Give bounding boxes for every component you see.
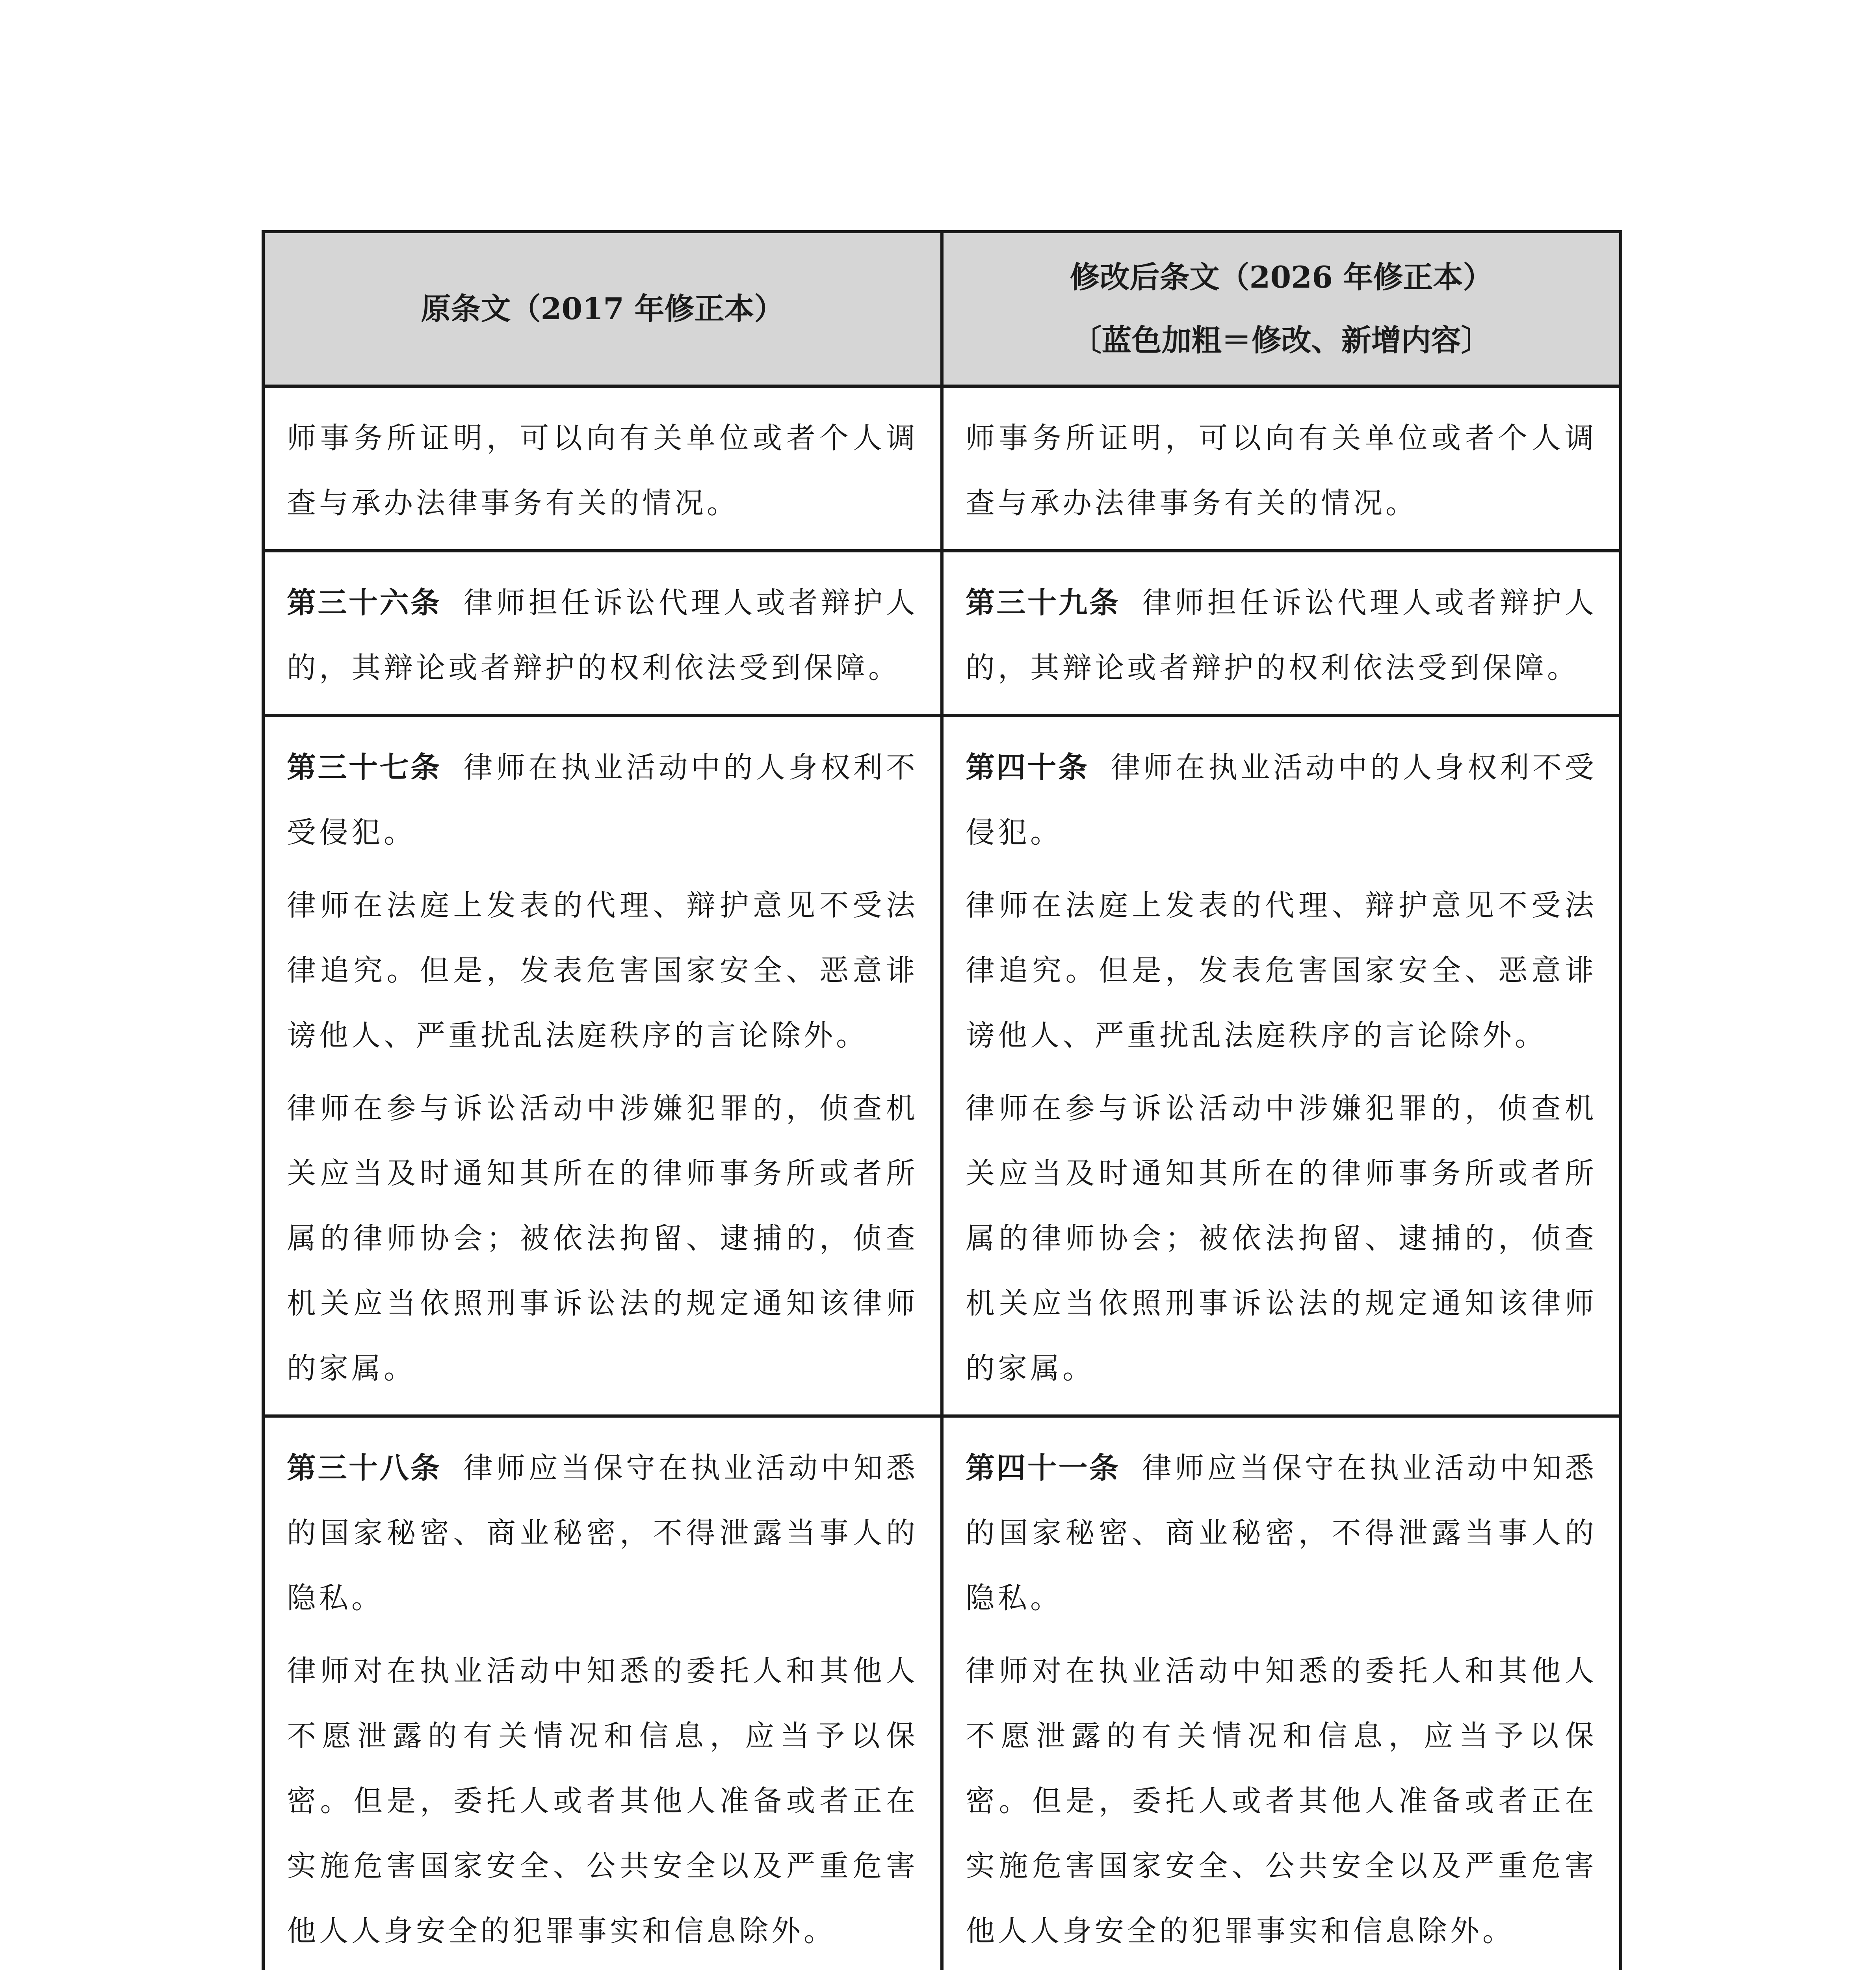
article-text: 律师应当保守在执业活动中知悉的国家秘密、商业秘密，不得泄露当事人的隐私。 [966,1451,1597,1615]
article-text: 律师在法庭上发表的代理、辩护意见不受法律追究。但是，发表危害国家安全、恶意诽谤他人、严重扰乱法庭秩序的言论除外。 [966,888,1597,1052]
article-number: 第三十六条 [287,586,442,620]
table-row [263,386,1621,551]
original-article-cell [263,716,942,1416]
header-revised-text [942,232,1621,386]
header-original-title: 原条文（2017 年修正本） [421,291,784,326]
article-number: 第四十一条 [966,1451,1120,1485]
article-text: 律师在参与诉讼活动中涉嫌犯罪的，侦查机关应当及时通知其所在的律师事务所或者所属的律师协会；被依法拘留、逮捕的，侦查机关应当依照刑事诉讼法的规定通知该律师的家属。 [287,1091,918,1385]
comparison-table [262,230,1622,1970]
revised-article-cell [942,716,1621,1416]
article-paragraph [287,1076,918,1401]
article-text: 律师担任诉讼代理人或者辩护人的，其辩论或者辩护的权利依法受到保障。 [966,586,1597,685]
article-paragraph [966,406,1597,536]
article-paragraph [966,1076,1597,1401]
article-paragraph [966,735,1597,865]
article-text: 律师对在执业活动中知悉的委托人和其他人不愿泄露的有关情况和信息，应当予以保密。但是，委托人或者其他人准备或者正在实施危害国家安全、公共安全以及严重危害他人人身安全的犯罪事实和信息除外。 [966,1654,1597,1948]
original-article-cell [263,551,942,716]
original-article-cell [263,1416,942,1970]
article-number: 第四十条 [966,751,1089,784]
article-text: 律师在参与诉讼活动中涉嫌犯罪的，侦查机关应当及时通知其所在的律师事务所或者所属的律师协会；被依法拘留、逮捕的，侦查机关应当依照刑事诉讼法的规定通知该律师的家属。 [966,1091,1597,1385]
article-text: 律师在执业活动中的人身权利不受侵犯。 [966,751,1597,849]
header-revised-legend: 〔蓝色加粗＝修改、新增内容〕 [1072,323,1491,358]
revised-article-cell [942,551,1621,716]
table-body [263,386,1621,1970]
table-row [263,551,1621,716]
article-number: 第三十八条 [287,1451,442,1485]
article-paragraph [287,571,918,701]
header-original-text [263,232,942,386]
article-text: 律师在法庭上发表的代理、辩护意见不受法律追究。但是，发表危害国家安全、恶意诽谤他人、严重扰乱法庭秩序的言论除外。 [287,888,918,1052]
article-paragraph [966,1436,1597,1631]
table-row [263,716,1621,1416]
article-text: 律师应当保守在执业活动中知悉的国家秘密、商业秘密，不得泄露当事人的隐私。 [287,1451,918,1615]
article-text: 律师担任诉讼代理人或者辩护人的，其辩论或者辩护的权利依法受到保障。 [287,586,918,685]
article-number: 第三十九条 [966,586,1120,620]
article-paragraph [966,571,1597,701]
article-text: 律师在执业活动中的人身权利不受侵犯。 [287,751,918,849]
article-paragraph [287,1639,918,1964]
article-paragraph [287,406,918,536]
article-paragraph [287,873,918,1068]
original-article-cell [263,386,942,551]
header-revised-title: 修改后条文（2026 年修正本） [1070,260,1493,295]
article-text: 师事务所证明，可以向有关单位或者个人调查与承办法律事务有关的情况。 [966,421,1597,520]
article-paragraph [966,873,1597,1068]
revised-article-cell [942,1416,1621,1970]
revised-article-cell [942,386,1621,551]
article-paragraph [287,1436,918,1631]
table-header-row [263,232,1621,386]
article-text: 师事务所证明，可以向有关单位或者个人调查与承办法律事务有关的情况。 [287,421,918,520]
article-number: 第三十七条 [287,751,442,784]
article-paragraph [287,735,918,865]
article-text: 律师对在执业活动中知悉的委托人和其他人不愿泄露的有关情况和信息，应当予以保密。但是，委托人或者其他人准备或者正在实施危害国家安全、公共安全以及严重危害他人人身安全的犯罪事实和信息除外。 [287,1654,918,1948]
article-paragraph [966,1639,1597,1964]
table-row [263,1416,1621,1970]
